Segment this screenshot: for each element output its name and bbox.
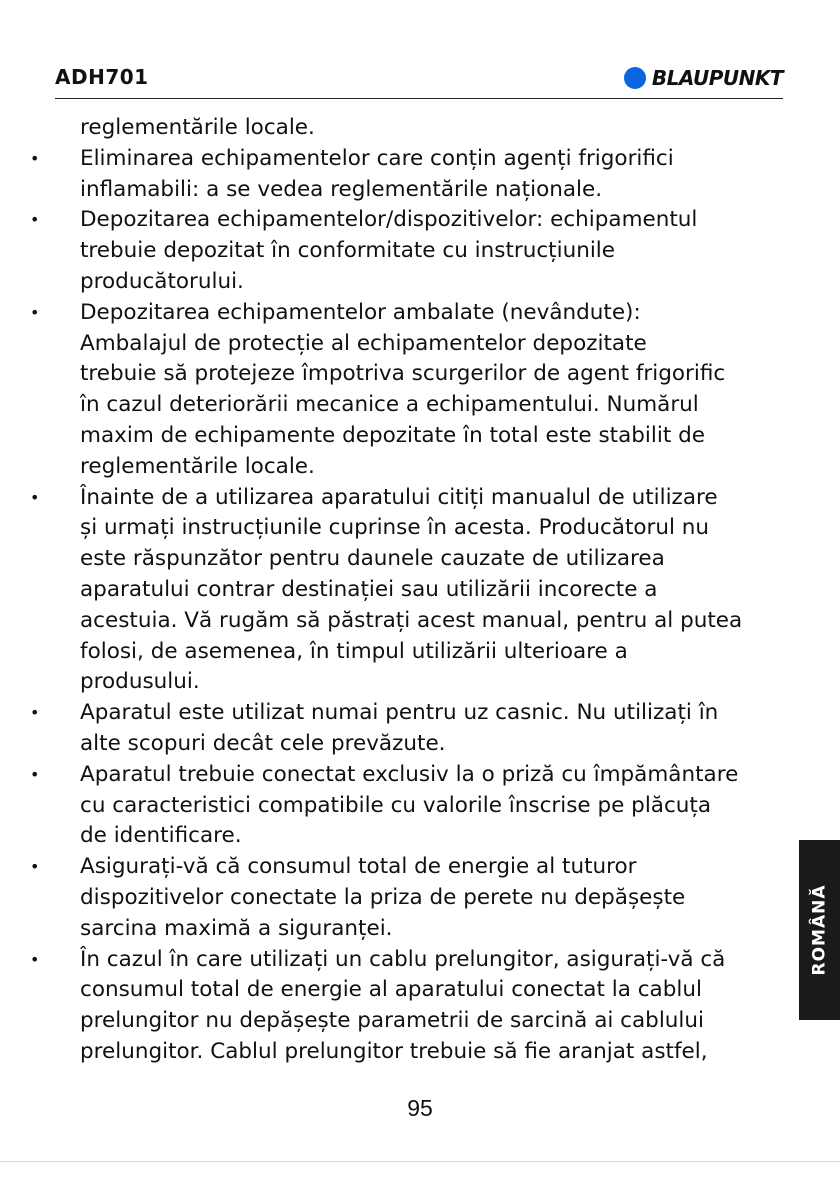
text-line-content: Depozitarea echipamentelor ambalate (nevândute): bbox=[80, 299, 641, 325]
text-line bbox=[30, 483, 790, 514]
text-line-content: Depozitarea echipamentelor/dispozitivelor: echipamentul bbox=[80, 207, 698, 233]
text-line bbox=[30, 390, 790, 421]
text-line-content: Eliminarea echipamentelor care conțin agenți frigorifici bbox=[80, 145, 674, 171]
text-line bbox=[30, 575, 790, 606]
text-line-content: maxim de echipamente depozitate în total este stabilit de bbox=[80, 422, 705, 448]
text-line-content: și urmați instrucțiunile cuprinse în acesta. Producătorul nu bbox=[80, 515, 710, 541]
text-line bbox=[30, 421, 790, 452]
text-line-content: Înainte de a utilizarea aparatului citiți manualul de utilizare bbox=[80, 484, 718, 510]
text-line bbox=[30, 698, 790, 729]
text-line-content: reglementările locale. bbox=[80, 453, 315, 479]
text-line-content: dispozitivelor conectate la priza de perete nu depășește bbox=[80, 884, 686, 910]
bullet-icon: • bbox=[30, 857, 40, 877]
text-line bbox=[30, 298, 790, 329]
bullet-icon: • bbox=[30, 764, 40, 784]
text-line bbox=[30, 205, 790, 236]
brand-name: BLAUPUNKT bbox=[651, 66, 783, 90]
text-line-content: folosi, de asemenea, în timpul utilizării ulterioare a bbox=[80, 638, 628, 664]
text-line bbox=[30, 1037, 790, 1068]
text-line bbox=[30, 236, 790, 267]
text-line bbox=[30, 914, 790, 945]
text-line bbox=[30, 883, 790, 914]
text-line-content: de identificare. bbox=[80, 823, 242, 849]
text-line bbox=[30, 175, 790, 206]
page-number: 95 bbox=[407, 1095, 433, 1121]
text-line bbox=[30, 113, 790, 144]
text-line-content: Aparatul este utilizat numai pentru uz casnic. Nu utilizați în bbox=[80, 700, 719, 726]
text-line-content: în cazul deteriorării mecanice a echipamentului. Numărul bbox=[80, 392, 699, 418]
text-line bbox=[30, 452, 790, 483]
page-header bbox=[55, 62, 783, 99]
text-line bbox=[30, 359, 790, 390]
text-line-content: Aparatul trebuie conectat exclusiv la o priză cu împământare bbox=[80, 761, 739, 787]
text-line bbox=[30, 667, 790, 698]
text-line-content: trebuie să protejeze împotriva scurgerilor de agent frigorific bbox=[80, 361, 726, 387]
bullet-icon: • bbox=[30, 302, 40, 322]
text-line-content: prelungitor. Cablul prelungitor trebuie să fie aranjat astfel, bbox=[80, 1038, 708, 1064]
text-line-content: În cazul în care utilizați un cablu prelungitor, asigurați-vă că bbox=[80, 946, 726, 972]
text-line-content: acestuia. Vă rugăm să păstrați acest manual, pentru al putea bbox=[80, 607, 743, 633]
bullet-icon: • bbox=[30, 487, 40, 507]
text-line bbox=[30, 760, 790, 791]
language-tab bbox=[799, 840, 840, 1020]
body-text bbox=[30, 113, 790, 1068]
bullet-icon: • bbox=[30, 210, 40, 230]
text-line bbox=[30, 513, 790, 544]
text-line-content: Ambalajul de protecție al echipamentelor depozitate bbox=[80, 330, 647, 356]
model-number: ADH701 bbox=[55, 65, 149, 89]
language-tab-label: ROMÂNĂ bbox=[809, 884, 830, 976]
text-line bbox=[30, 329, 790, 360]
text-line bbox=[30, 852, 790, 883]
text-line-content: cu caracteristici compatibile cu valorile înscrise pe plăcuța bbox=[80, 792, 712, 818]
text-line-content: produsului. bbox=[80, 669, 200, 695]
text-line bbox=[30, 144, 790, 175]
text-line bbox=[30, 945, 790, 976]
text-line bbox=[30, 975, 790, 1006]
text-line bbox=[30, 267, 790, 298]
text-line bbox=[30, 544, 790, 575]
bottom-divider bbox=[0, 1161, 840, 1162]
text-line-content: este răspunzător pentru daunele cauzate de utilizarea bbox=[80, 546, 665, 572]
text-line-content: producătorului. bbox=[80, 268, 244, 294]
bullet-icon: • bbox=[30, 148, 40, 168]
text-line-content: sarcina maximă a siguranței. bbox=[80, 915, 393, 941]
text-line bbox=[30, 1006, 790, 1037]
text-line-content: prelungitor nu depășește parametrii de sarcină ai cablului bbox=[80, 1008, 704, 1034]
text-line bbox=[30, 821, 790, 852]
text-line bbox=[30, 606, 790, 637]
bullet-icon: • bbox=[30, 949, 40, 969]
text-line-content: Asigurați-vă că consumul total de energie al tuturor bbox=[80, 854, 637, 880]
brand-logo bbox=[624, 66, 783, 90]
text-line-content: alte scopuri decât cele prevăzute. bbox=[80, 730, 446, 756]
text-line bbox=[30, 729, 790, 760]
text-line bbox=[30, 637, 790, 668]
text-line bbox=[30, 791, 790, 822]
brand-dot-icon bbox=[624, 67, 646, 89]
text-line-content: consumul total de energie al aparatului conectat la cablul bbox=[80, 977, 702, 1003]
text-line-content: trebuie depozitat în conformitate cu instrucțiunile bbox=[80, 238, 616, 264]
text-line-content: reglementările locale. bbox=[80, 115, 315, 140]
bullet-icon: • bbox=[30, 703, 40, 723]
text-line-content: inflamabili: a se vedea reglementările naționale. bbox=[80, 176, 603, 202]
text-line-content: aparatului contrar destinației sau utilizării incorecte a bbox=[80, 576, 658, 602]
